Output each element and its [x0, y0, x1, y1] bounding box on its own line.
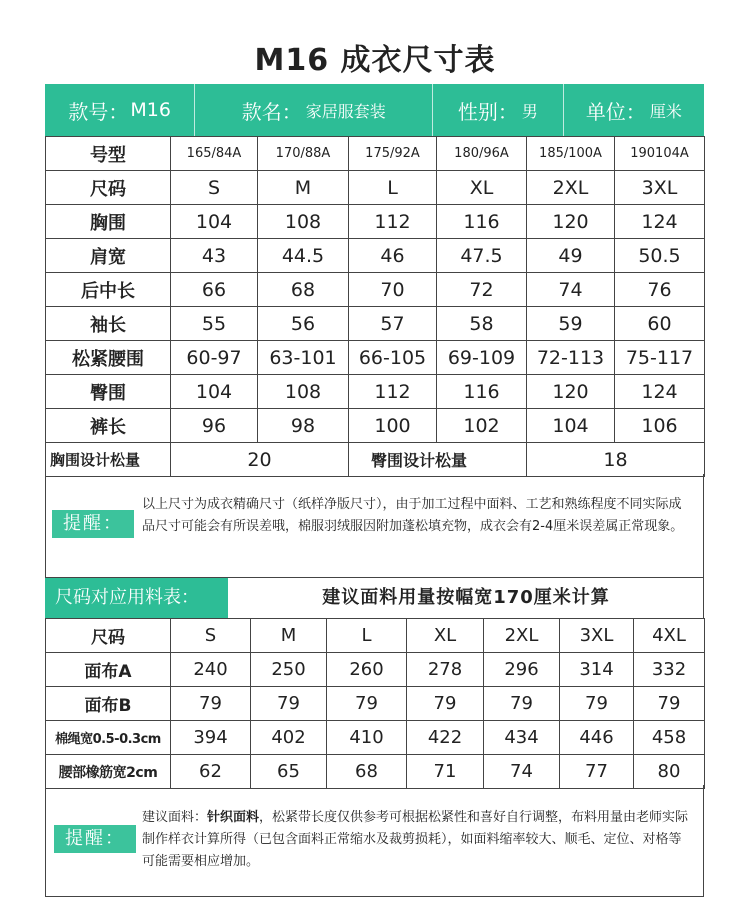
chest-ease-label: 胸围设计松量 [46, 443, 171, 477]
table-row: 臀围 104 108 112 116 120 124 [46, 375, 705, 409]
reminder-badge: 提醒： [52, 510, 134, 538]
fabric-width-note: 建议面料用量按幅宽170厘米计算 [322, 587, 610, 608]
table-row: 尺码 S M L XL 2XL 3XL [46, 171, 705, 205]
header-bar [45, 84, 704, 136]
table-row: 袖长 55 56 57 58 59 60 [46, 307, 705, 341]
table-row: 面布B 79 79 79 79 79 79 79 [46, 687, 705, 721]
table-row: 面布A 240 250 260 278 296 314 332 [46, 653, 705, 687]
table-row: 尺码 S M L XL 2XL 3XL 4XL [46, 619, 705, 653]
unit: 单位： 厘米 [585, 99, 682, 124]
table-row: 后中长 66 68 70 72 74 76 [46, 273, 705, 307]
style-no: 款号： M16 [45, 84, 195, 136]
page-title: M16 成衣尺寸表 [254, 43, 496, 78]
hip-ease-label: 臀围设计松量 [349, 443, 527, 477]
ease-row [46, 443, 705, 477]
hip-ease-value: 18 [527, 443, 705, 477]
table-row: 松紧腰围 60-97 63-101 66-105 69-109 72-113 75-117 [46, 341, 705, 375]
reminder-box [45, 785, 704, 897]
table-row: 棉绳宽0.5-0.3cm 394 402 410 422 434 446 458 [46, 721, 705, 755]
table-row: 号型 165/84A 170/88A 175/92A 180/96A 185/100A 190104A [46, 137, 705, 171]
reminder-text: 建议面料：针织面料，松紧带长度仅供参考可根据松紧性和喜好自行调整，布料用量由老师实际制作样衣计算所得（已包含面料正常缩水及裁剪损耗），如面料缩率较大、顺毛、定位、对格等可能需要相应增加。 [142, 810, 689, 869]
chest-ease-value: 20 [171, 443, 349, 477]
fabric-table [45, 618, 705, 789]
table-row: 裤长 96 98 100 102 104 106 [46, 409, 705, 443]
reminder-box [45, 474, 704, 578]
reminder-badge: 提醒： [54, 825, 136, 853]
fabric-section-tag: 尺码对应用料表： [45, 578, 228, 618]
style-name: 款名： 家居服套装 [195, 84, 433, 136]
table-row: 腰部橡筋宽2cm 62 65 68 71 74 77 80 [46, 755, 705, 789]
reminder-text: 以上尺寸为成衣精确尺寸（纸样净版尺寸），由于加工过程中面料、工艺和熟练程度不同实际成品尺寸可能会有所误差哦，棉服羽绒服因附加蓬松填充物，成衣会有2-4厘米误差属正常现象。 [142, 497, 684, 534]
table-row: 肩宽 43 44.5 46 47.5 49 50.5 [46, 239, 705, 273]
size-table [45, 136, 705, 477]
gender: 性别： 男 [433, 84, 563, 136]
table-row: 胸围 104 108 112 116 120 124 [46, 205, 705, 239]
